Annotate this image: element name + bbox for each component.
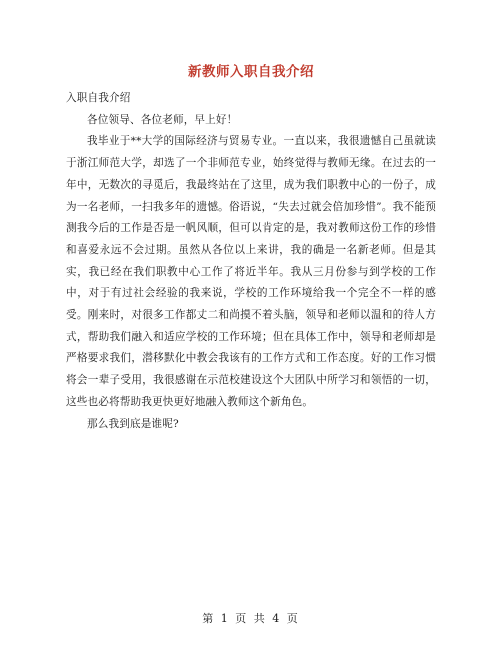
closing-question: 那么我到底是谁呢? xyxy=(87,417,179,430)
main-paragraph: 我毕业于**大学的国际经济与贸易专业。一直以来，我很遗憾自己虽就读于浙江师范大学，却选了一个非师范专业，始终觉得与教师无缘。在过去的一年中，无数次的寻觅后，我最终站在了这里，成为我们职教中心的一份子，成为一名老师，一扫我多年的遗憾。俗语说，“失去过就会倍加珍惜”。我不能预测我今后的工作是否是一帆风顺，但可以肯定的是，我对教师这份工作的珍惜和喜爱永远不会过期。虽然从各位以上来讲，我的确是一名新老师。但是其实，我已经在我们职教中心工作了将近半年。我从三月份参与到学校的工作中，对于有过社会经验的我来说，学校的工作环境给我一个完全不一样的感受。刚来时，对很多工作都丈二和尚摸不着头脑，领导和老师以温和的待人方式，帮助我们融入和适应学校的工作环境；但在具体工作中，领导和老师却是严格要求我们，潜移默化中教会我该有的工作方式和工作态度。好的工作习惯将会一辈子受用，我很感谢在示范校建设这个大团队中所学习和领悟的一切，这些也必将帮助我更快更好地融入教师这个新角色。 xyxy=(66,135,436,408)
document-body xyxy=(66,88,436,435)
greeting-line: 各位领导、各位老师，早上好！ xyxy=(87,113,238,126)
page-number: 第 1 页 共 4 页 xyxy=(202,612,300,625)
document-title: 新教师入职自我介绍 xyxy=(188,64,314,80)
section-heading: 入职自我介绍 xyxy=(66,92,131,104)
